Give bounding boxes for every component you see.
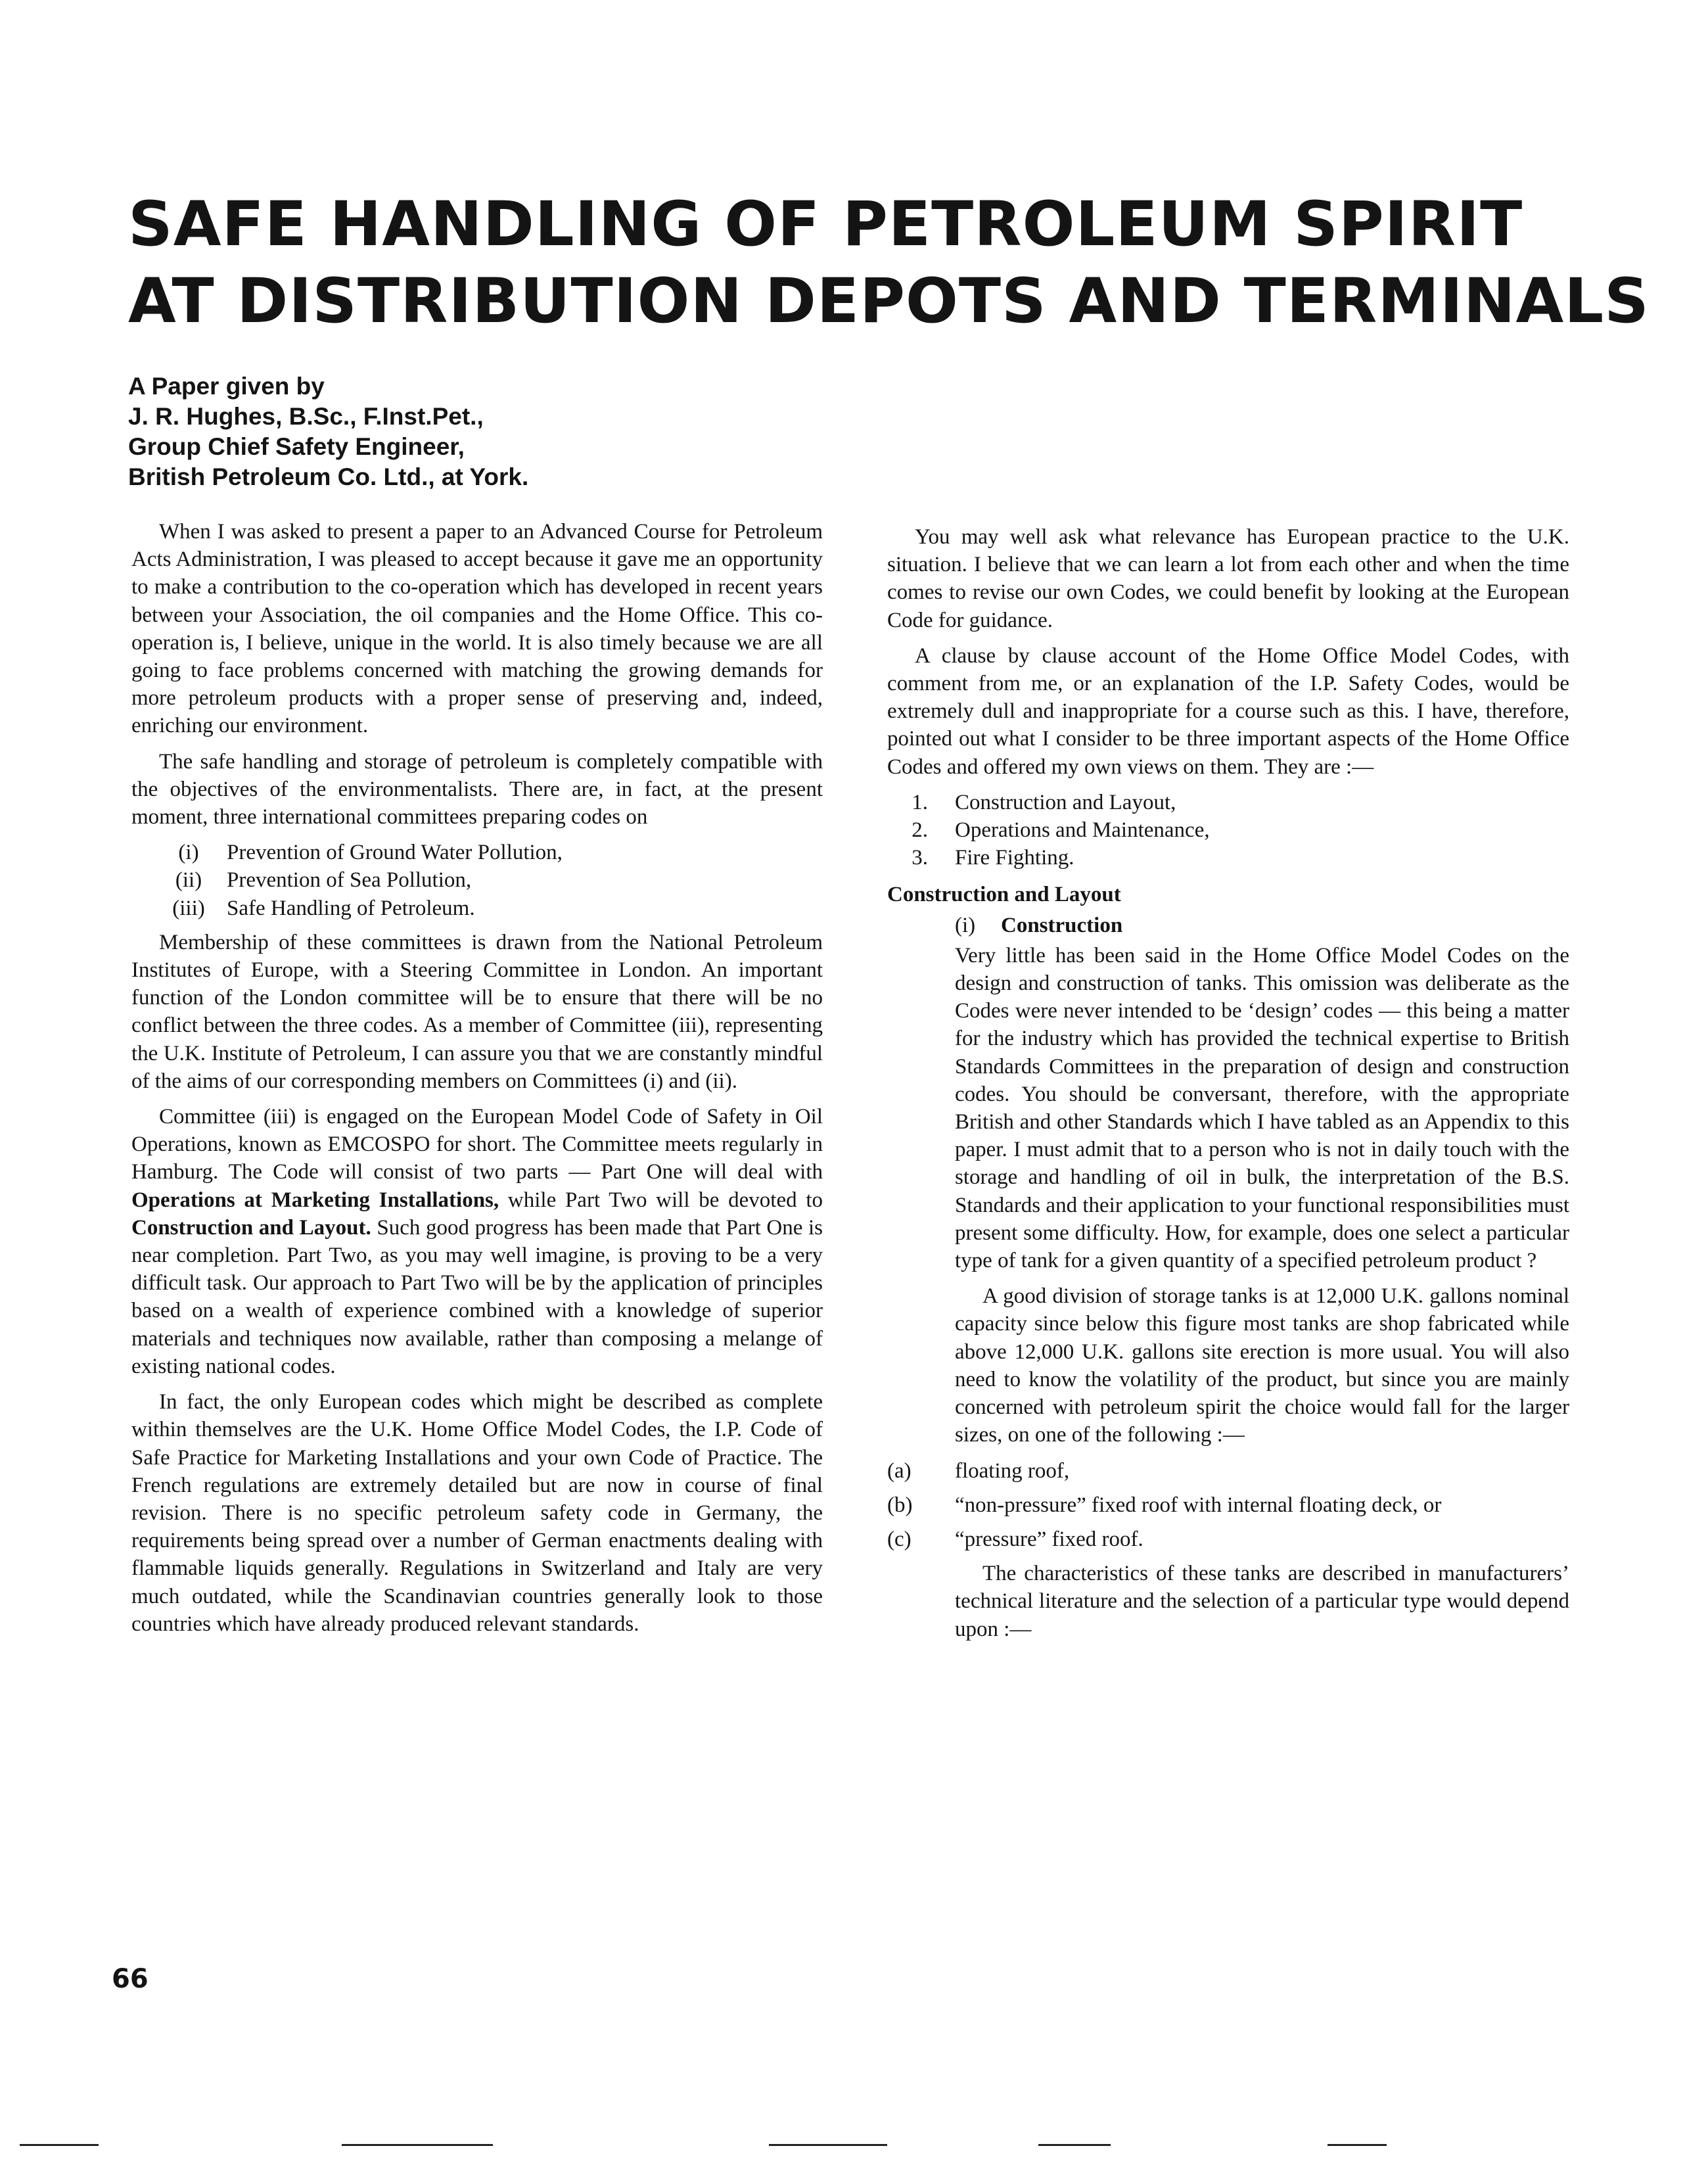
scan-artifact-line xyxy=(342,2144,493,2146)
list-item-text: “non-pressure” fixed roof with internal floating deck, or xyxy=(955,1493,1442,1517)
list-item-text: Prevention of Sea Pollution, xyxy=(227,868,472,893)
list-item xyxy=(887,816,1569,844)
list-item xyxy=(131,866,823,894)
list-marker: 2. xyxy=(912,818,928,843)
bold-term: Construction and Layout. xyxy=(131,1215,371,1240)
right-column xyxy=(887,523,1569,1651)
list-marker: (ii) xyxy=(175,868,202,893)
scan-artifact-line xyxy=(20,2144,99,2146)
list-marker: (c) xyxy=(887,1527,912,1551)
byline-line: Group Chief Safety Engineer, xyxy=(128,433,465,460)
list-item xyxy=(887,844,1569,872)
list-item-text: Safe Handling of Petroleum. xyxy=(227,896,475,920)
text-run: Committee (iii) is engaged on the European Model Code of Safety in Oil Operations, known as EMCOSPO for short. The Committee meets regularly in Hamburg. The Code will consist of two parts — Part One will deal with xyxy=(131,1105,823,1184)
list-marker: (a) xyxy=(887,1458,912,1483)
text-run: while Part Two will be devoted to xyxy=(507,1188,823,1212)
list-item xyxy=(887,1526,1569,1553)
text-run: Such good progress has been made that Part One is near completion. Part Two, as you may well imagine, is proving to be a very difficult task. Our approach to Part Two will be by the application of principles based on a wealth of experience combined with a knowledge of superior materials and techniques now available, rather than composing a melange of existing national codes. xyxy=(131,1215,823,1378)
bold-term: Operations at Marketing Installations, xyxy=(131,1188,499,1212)
paragraph: A clause by clause account of the Home Office Model Codes, with comment from me, or an explanation of the I.P. Safety Codes, would be extremely dull and inappropriate for a course such as this. I have, therefore, pointed out what I consider to be three important aspects of the Home Office Codes and offered my own views on them. They are :— xyxy=(887,643,1569,779)
article-title xyxy=(128,186,1650,340)
paragraph: In fact, the only European codes which might be described as complete within themselves are the U.K. Home Office Model Codes, the I.P. Code of Safe Practice for Marketing Installations and your own Code of Practice. The French regulations are extremely detailed but are now in course of final revision. There is no specific petroleum safety code in Germany, the requirements being spread over a number of German enactments dealing with flammable liquids generally. Regulations in Switzerland and Italy are very much outdated, while the Scandinavian countries generally look to those countries which have already produced relevant standards. xyxy=(131,1390,823,1636)
title-line-2: AT DISTRIBUTION DEPOTS AND TERMINALS xyxy=(128,266,1650,337)
tank-types-list xyxy=(887,1457,1569,1554)
list-item-text: Construction and Layout, xyxy=(955,790,1176,814)
list-marker: 3. xyxy=(912,846,928,870)
list-marker: (b) xyxy=(887,1493,913,1517)
paragraph: A good division of storage tanks is at 12,000 U.K. gallons nominal capacity since below this figure most tanks are shop fabricated while above 12,000 U.K. gallons site erection is more usual. You will also need to know the volatility of the product, but since you are mainly concerned with petroleum spirit the choice would fall for the larger sizes, on one of the following :— xyxy=(955,1284,1569,1447)
aspects-list xyxy=(887,789,1569,872)
scan-artifact-line xyxy=(1327,2144,1387,2146)
list-item xyxy=(887,1457,1569,1485)
left-column xyxy=(131,518,823,1646)
section-heading: Construction and Layout xyxy=(887,883,1121,907)
subsection-marker: (i) xyxy=(955,913,976,937)
scan-artifact-line xyxy=(769,2144,887,2146)
paragraph: Membership of these committees is drawn from the National Petroleum Institutes of Europe, with a Steering Committee in London. An important function of the London committee will be to ensure that there will be no conflict between the three codes. As a member of Committee (iii), representing the U.K. Institute of Petroleum, I can assure you that we are constantly mindful of the aims of our corresponding members on Committees (i) and (ii). xyxy=(131,930,823,1093)
list-marker: (iii) xyxy=(172,896,205,920)
author-byline xyxy=(128,371,528,492)
byline-line: British Petroleum Co. Ltd., at York. xyxy=(128,463,529,490)
committee-list xyxy=(131,839,823,922)
list-marker: 1. xyxy=(912,790,928,814)
paragraph: The characteristics of these tanks are described in manufacturers’ technical literature and the selection of a particular type would depend upon :— xyxy=(955,1562,1569,1641)
list-item xyxy=(131,839,823,866)
paragraph: The safe handling and storage of petroleum is completely compatible with the objectives of the environmentalists. There are, in fact, at the present moment, three international committees preparing codes on xyxy=(131,749,823,829)
list-item-text: Operations and Maintenance, xyxy=(955,818,1210,843)
list-item-text: Prevention of Ground Water Pollution, xyxy=(227,841,563,865)
paragraph: When I was asked to present a paper to an Advanced Course for Petroleum Acts Administration, I was pleased to accept because it gave me an opportunity to make a contribution to the co-operation which has developed in recent years between your Association, the oil companies and the Home Office. This co-operation is, I believe, unique in the world. It is also timely because we are all going to face problems concerned with matching the growing demands for more petroleum products with a proper sense of preserving and, indeed, enriching our environment. xyxy=(131,520,823,738)
list-item xyxy=(887,789,1569,816)
list-item-text: floating roof, xyxy=(955,1458,1070,1483)
subsection-heading xyxy=(955,912,1569,939)
list-item xyxy=(131,895,823,922)
page-number: 66 xyxy=(112,1964,149,1994)
list-marker: (i) xyxy=(178,841,199,865)
title-line-1: SAFE HANDLING OF PETROLEUM SPIRIT xyxy=(128,189,1523,260)
list-item-text: “pressure” fixed roof. xyxy=(955,1527,1143,1551)
byline-line: A Paper given by xyxy=(128,373,325,400)
scan-artifact-line xyxy=(1038,2144,1111,2146)
list-item xyxy=(887,1491,1569,1519)
paragraph: You may well ask what relevance has European practice to the U.K. situation. I believe that we can learn a lot from each other and when the time comes to revise our own Codes, we could benefit by looking at the European Code for guidance. xyxy=(887,525,1569,632)
list-item-text: Fire Fighting. xyxy=(955,846,1074,870)
subsection-title: Construction xyxy=(1001,913,1123,937)
byline-line: J. R. Hughes, B.Sc., F.Inst.Pet., xyxy=(128,403,484,430)
paragraph xyxy=(131,1103,823,1380)
paragraph: Very little has been said in the Home Office Model Codes on the design and construction of tanks. This omission was deliberate as the Codes were never intended to be ‘design’ codes — this being a matter for the industry which has provided the technical expertise to British Standards Committees in the preparation of design and construction codes. You should be conversant, therefore, with the appropriate British and other Standards which I have tabled as an Appendix to this paper. I must admit that to a person who is not in daily touch with the storage and handling of oil in bulk, the interpretation of the B.S. Standards and their application to your functional responsibilities must present some difficulty. How, for example, does one select a particular type of tank for a given quantity of a specified petroleum product ? xyxy=(955,943,1569,1273)
